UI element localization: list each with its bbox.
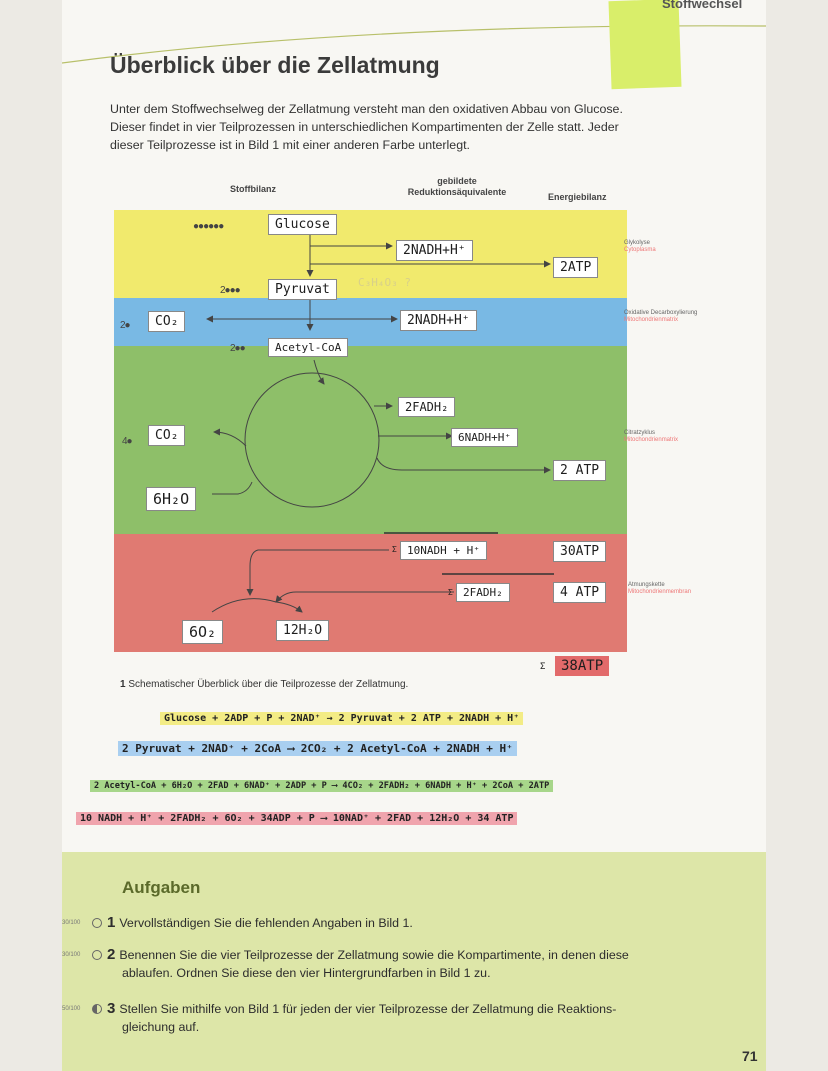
sticky-note — [608, 0, 681, 89]
acetyl-coa-label: Acetyl-CoA — [268, 338, 348, 357]
equation-glycolysis: Glucose + 2ADP + P + 2NAD⁺ → 2 Pyruvat + 2 ATP + 2NADH + H⁺ — [160, 712, 523, 725]
equation-respiratory: 10 NADH + H⁺ + 2FADH₂ + 6O₂ + 34ADP + P ⟶ 10NAD⁺ + 2FAD + 12H₂O + 34 ATP — [76, 812, 517, 825]
citrate-fadh: 2FADH₂ — [398, 397, 455, 417]
textbook-page — [62, 0, 766, 1071]
task-2-points: 30/100 — [62, 952, 81, 958]
task-2 — [62, 946, 712, 982]
col-reduktion-line2: Reduktionsäquivalente — [407, 187, 507, 197]
co2-green-label: CO₂ — [148, 425, 185, 446]
note-decarboxylation-sub: Mitochondrienmatrix — [624, 317, 679, 323]
tasks-section — [62, 852, 766, 1071]
task-1-points: 30/100 — [62, 920, 81, 926]
acetyl-carbon-dots: 2●● — [230, 343, 245, 354]
col-energiebilanz: Energiebilanz — [548, 192, 607, 202]
glycolysis-nadh: 2NADH+H⁺ — [396, 240, 473, 261]
note-glycolysis-sub: Cytoplasma — [624, 247, 656, 253]
equation-citrate: 2 Acetyl-CoA + 6H₂O + 2FAD + 6NAD⁺ + 2ADP + P ⟶ 4CO₂ + 2FADH₂ + 6NADH + H⁺ + 2CoA + 2ATP — [90, 780, 553, 792]
decarboxylation-nadh: 2NADH+H⁺ — [400, 310, 477, 331]
page-title: Überblick über die Zellatmung — [110, 52, 440, 78]
intro-paragraph: Unter dem Stoffwechselweg der Zellatmung versteht man den oxidativen Abbau von Glucose. Dieser findet in vier Teilprozessen in unterschiedlichen Kompartimenten der Zelle statt. Jeder dieser Teilprozesse ist in Bild 1 mit einer anderen Farbe unterlegt. — [110, 102, 623, 152]
chapter-header: Stoffwechsel — [662, 0, 743, 11]
col-reduktion-line1: gebildete — [437, 176, 477, 186]
task-1-text: Vervollständigen Sie die fehlenden Angaben in Bild 1. — [119, 916, 413, 930]
resp-atp-4: 4 ATP — [553, 582, 606, 603]
total-sigma: Σ — [540, 662, 546, 672]
difficulty-circle-icon — [92, 950, 102, 960]
col-stoffbilanz: Stoffbilanz — [230, 184, 276, 194]
note-respiratory-title: Atmungskette — [628, 582, 665, 588]
citrate-nadh: 6NADH+H⁺ — [451, 428, 518, 447]
task-3-text-line1: Stellen Sie mithilfe von Bild 1 für jeden der vier Teilprozesse der Zellatmung die Reaktions- — [119, 1002, 617, 1016]
note-respiratory — [628, 582, 691, 596]
pyruvat-label: Pyruvat — [268, 279, 337, 300]
note-decarboxylation — [624, 310, 697, 324]
task-1 — [62, 914, 712, 932]
pencil-formula: C₃H₄O₃ ? — [358, 276, 411, 289]
citrate-atp: 2 ATP — [553, 460, 606, 481]
co2-green-count: 4● — [122, 436, 132, 447]
task-3-number: 3 — [107, 1000, 116, 1017]
sigma-nadh: Σ — [392, 545, 397, 554]
task-2-text-line2: ablaufen. Ordnen Sie diese den vier Hintergrundfarben in Bild 1 zu. — [122, 966, 491, 980]
task-2-number: 2 — [107, 946, 116, 963]
note-citrate — [624, 430, 678, 444]
caption-text: Schematischer Überblick über die Teilprozesse der Zellatmung. — [128, 679, 409, 690]
equation-decarboxylation: 2 Pyruvat + 2NAD⁺ + 2CoA ⟶ 2CO₂ + 2 Acetyl-CoA + 2NADH + H⁺ — [118, 741, 517, 756]
note-glycolysis — [624, 240, 656, 254]
task-3-text-line2: gleichung auf. — [122, 1020, 200, 1034]
resp-fadh: 2FADH₂ — [456, 583, 510, 602]
glucose-carbon-dots: ●●●●●● — [193, 221, 224, 232]
caption-number: 1 — [120, 679, 126, 690]
task-3-points: 50/100 — [62, 1006, 81, 1012]
glucose-label: Glucose — [268, 214, 337, 235]
note-respiratory-sub: Mitochondrienmembran — [628, 589, 692, 595]
note-decarboxylation-title: Oxidative Decarboxylierung — [624, 310, 698, 316]
h2o-green-label: 6H₂O — [146, 487, 196, 511]
note-citrate-sub: Mitochondrienmatrix — [624, 437, 679, 443]
pyruvat-carbon-dots: 2●●● — [220, 285, 240, 296]
resp-nadh: 10NADH + H⁺ — [400, 541, 487, 560]
task-3 — [62, 1000, 712, 1036]
tasks-title: Aufgaben — [122, 878, 201, 897]
co2-blue-count: 2● — [120, 320, 130, 331]
o2-label: 6O₂ — [182, 620, 223, 644]
sigma-fadh: Σ — [448, 588, 453, 597]
h2o-red-label: 12H₂O — [276, 620, 329, 641]
note-glycolysis-title: Glykolyse — [624, 240, 651, 246]
difficulty-half-circle-icon — [92, 1004, 102, 1014]
note-citrate-title: Citratzyklus — [624, 430, 656, 436]
figure-caption — [120, 679, 408, 690]
page-number: 71 — [742, 1048, 758, 1064]
task-1-number: 1 — [107, 914, 116, 931]
resp-atp-30: 30ATP — [553, 541, 606, 562]
total-atp: 38ATP — [555, 656, 609, 676]
co2-blue-label: CO₂ — [148, 311, 185, 332]
col-reduktion — [402, 176, 512, 198]
difficulty-circle-icon — [92, 918, 102, 928]
glycolysis-atp: 2ATP — [553, 257, 598, 278]
task-2-text-line1: Benennen Sie die vier Teilprozesse der Zellatmung sowie die Kompartimente, in denen diese — [119, 948, 629, 962]
